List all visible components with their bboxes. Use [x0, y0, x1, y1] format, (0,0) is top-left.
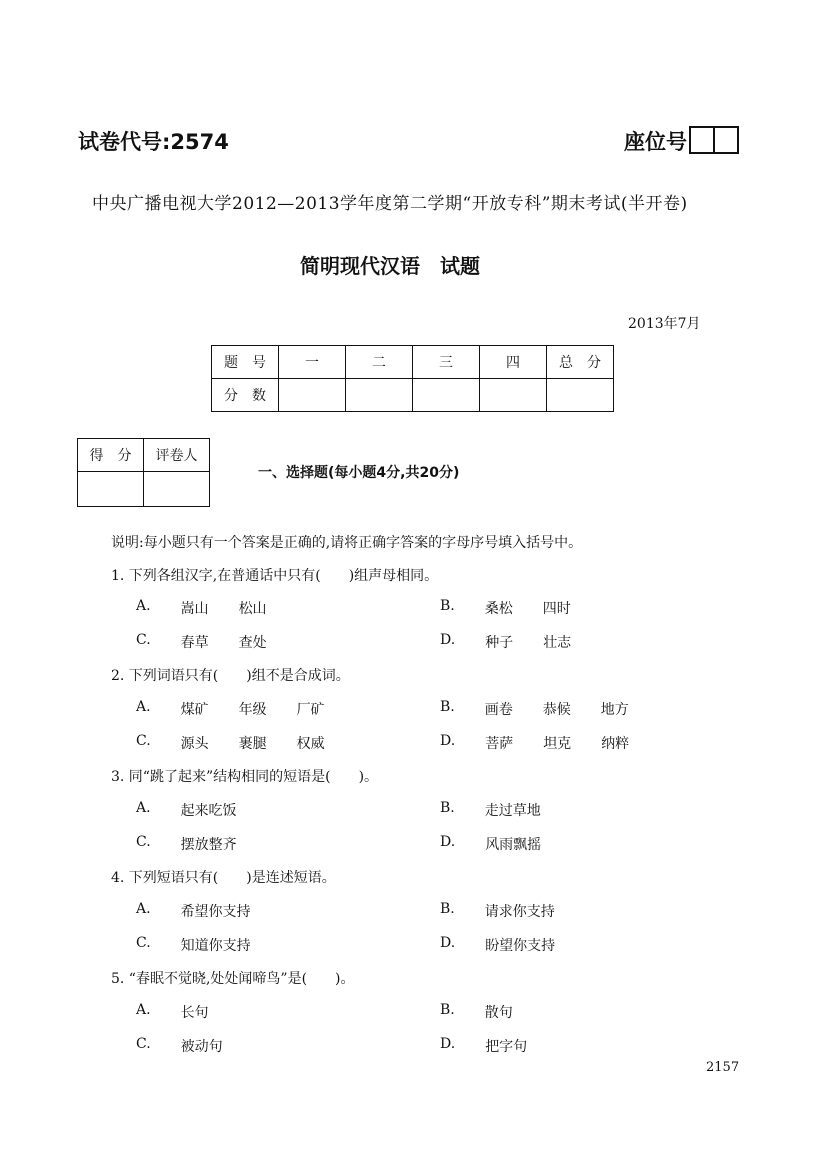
option-letter: A. — [136, 1002, 151, 1018]
option-word: 煤矿 — [180, 702, 209, 718]
option-word: 查处 — [238, 635, 267, 651]
option-word: 被动句 — [180, 1039, 223, 1055]
option-b[interactable] — [440, 1002, 513, 1022]
option-word: 年级 — [238, 702, 267, 718]
option-letter: D. — [440, 935, 456, 951]
score-input-cell[interactable] — [547, 379, 614, 412]
page-number: 2157 — [706, 1060, 740, 1075]
option-letter: B. — [440, 800, 455, 816]
option-b[interactable] — [440, 800, 541, 820]
score-table-cell: 一 — [279, 346, 346, 379]
option-a[interactable] — [136, 800, 237, 820]
option-letter: D. — [440, 1036, 456, 1052]
option-word: 希望你支持 — [180, 904, 251, 920]
seat-number-label: 座位号 — [624, 130, 687, 154]
option-c[interactable] — [136, 733, 325, 753]
question-stem: 5. “春眠不觉晓,处处闻啼鸟”是( )。 — [111, 971, 355, 987]
option-word: 散句 — [484, 1005, 513, 1021]
option-word: 菩萨 — [485, 736, 514, 752]
option-letter: C. — [136, 834, 151, 850]
option-c[interactable] — [136, 834, 237, 854]
option-letter: B. — [440, 901, 455, 917]
section-instructions: 说明:每小题只有一个答案是正确的,请将正确字答案的字母序号填入括号中。 — [111, 535, 583, 551]
score-input-cell[interactable] — [413, 379, 480, 412]
exam-header: 中央广播电视大学2012—2013学年度第二学期“开放专科”期末考试(半开卷) — [92, 194, 688, 214]
option-word: 嵩山 — [180, 601, 209, 617]
score-table-cell: 分 数 — [212, 379, 279, 412]
option-word: 春草 — [180, 635, 209, 651]
option-letter: C. — [136, 733, 151, 749]
exam-date: 2013年7月 — [628, 316, 701, 332]
option-word: 长句 — [180, 1005, 209, 1021]
option-a[interactable] — [136, 699, 325, 719]
option-letter: A. — [136, 901, 151, 917]
option-letter: B. — [440, 699, 455, 715]
option-c[interactable] — [136, 935, 251, 955]
question-stem: 3. 同“跳了起来”结构相同的短语是( )。 — [111, 769, 379, 785]
question-stem: 1. 下列各组汉字,在普通话中只有( )组声母相同。 — [111, 568, 439, 584]
score-table-cell: 三 — [413, 346, 480, 379]
option-word: 裹腿 — [238, 736, 267, 752]
option-d[interactable] — [440, 834, 541, 854]
option-b[interactable] — [440, 598, 571, 618]
option-letter: A. — [136, 800, 151, 816]
score-table-header-row — [212, 346, 614, 379]
option-letter: D. — [440, 733, 456, 749]
option-d[interactable] — [440, 733, 629, 753]
grader-score-label: 得 分 — [78, 439, 144, 472]
exam-title: 简明现代汉语 试题 — [300, 254, 480, 278]
grader-name-cell[interactable] — [144, 472, 210, 507]
option-d[interactable] — [440, 1036, 527, 1056]
option-word: 四时 — [542, 601, 571, 617]
section-title: 一、选择题(每小题4分,共20分) — [258, 465, 460, 481]
option-word: 坦克 — [543, 736, 572, 752]
option-d[interactable] — [440, 632, 571, 652]
option-a[interactable] — [136, 901, 251, 921]
option-word: 画卷 — [484, 702, 513, 718]
option-word: 风雨飘摇 — [485, 837, 542, 853]
score-table-cell: 四 — [480, 346, 547, 379]
seat-number-area — [624, 126, 739, 156]
option-letter: C. — [136, 935, 151, 951]
option-word: 厂矿 — [296, 702, 325, 718]
question-stem: 4. 下列短语只有( )是连述短语。 — [111, 870, 336, 886]
option-word: 摆放整齐 — [180, 837, 237, 853]
option-b[interactable] — [440, 901, 555, 921]
grader-score-cell[interactable] — [78, 472, 144, 507]
option-word: 种子 — [485, 635, 514, 651]
score-input-cell[interactable] — [279, 379, 346, 412]
score-table-cell: 题 号 — [212, 346, 279, 379]
score-input-cell[interactable] — [480, 379, 547, 412]
option-d[interactable] — [440, 935, 555, 955]
option-word: 走过草地 — [484, 803, 541, 819]
question-stem: 2. 下列词语只有( )组不是合成词。 — [111, 668, 350, 684]
option-c[interactable] — [136, 632, 267, 652]
option-letter: D. — [440, 632, 456, 648]
score-table-cell: 总 分 — [547, 346, 614, 379]
score-table-cell: 二 — [346, 346, 413, 379]
option-letter: D. — [440, 834, 456, 850]
option-letter: C. — [136, 1036, 151, 1052]
paper-code: 试卷代号:2574 — [78, 130, 229, 154]
seat-number-boxes — [689, 126, 739, 154]
option-word: 请求你支持 — [484, 904, 555, 920]
option-word: 壮志 — [543, 635, 572, 651]
option-word: 恭候 — [542, 702, 571, 718]
score-table-score-row — [212, 379, 614, 412]
option-word: 源头 — [180, 736, 209, 752]
option-word: 权威 — [296, 736, 325, 752]
grader-table — [77, 438, 210, 507]
option-word: 桑松 — [484, 601, 513, 617]
option-letter: A. — [136, 598, 151, 614]
option-letter: B. — [440, 598, 455, 614]
option-word: 起来吃饭 — [180, 803, 237, 819]
option-a[interactable] — [136, 1002, 209, 1022]
option-b[interactable] — [440, 699, 629, 719]
option-word: 盼望你支持 — [485, 938, 556, 954]
score-input-cell[interactable] — [346, 379, 413, 412]
option-c[interactable] — [136, 1036, 223, 1056]
option-word: 松山 — [238, 601, 267, 617]
option-word: 纳粹 — [601, 736, 630, 752]
option-word: 把字句 — [485, 1039, 528, 1055]
score-table — [211, 345, 614, 412]
option-letter: A. — [136, 699, 151, 715]
option-letter: B. — [440, 1002, 455, 1018]
option-a[interactable] — [136, 598, 267, 618]
option-word: 知道你支持 — [180, 938, 251, 954]
option-letter: C. — [136, 632, 151, 648]
option-word: 地方 — [600, 702, 629, 718]
grader-name-label: 评卷人 — [144, 439, 210, 472]
